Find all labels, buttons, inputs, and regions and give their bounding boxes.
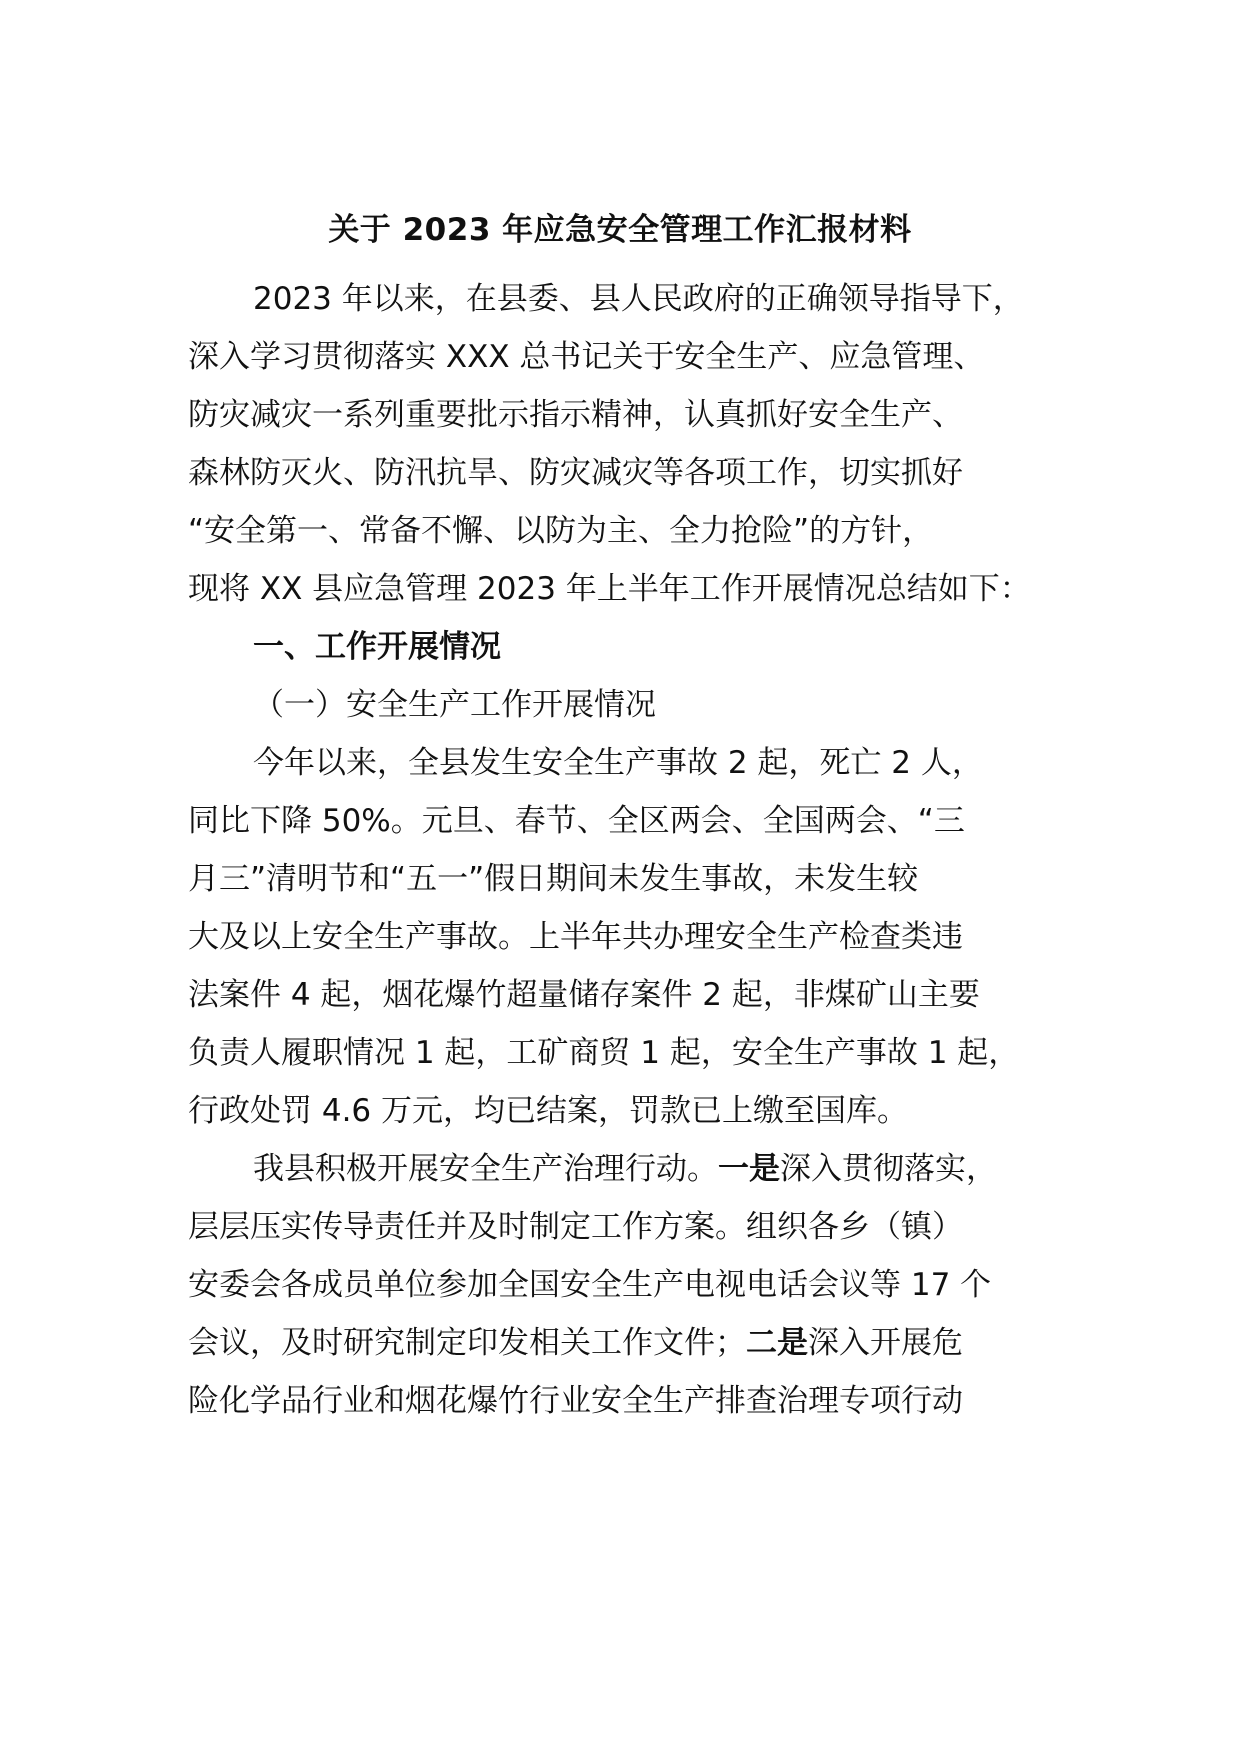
paragraph-3-text: 会议，及时研究制定印发相关工作文件； xyxy=(188,1325,746,1361)
paragraph-1-line-1: 2023 年以来，在县委、县人民政府的正确领导指导下， xyxy=(253,281,1024,317)
paragraph-2-line-3: 月三”清明节和“五一”假日期间未发生事故，未发生较 xyxy=(188,861,919,897)
subsection-heading: （一）安全生产工作开展情况 xyxy=(253,687,656,723)
paragraph-1-line-3: 防灾减灾一系列重要批示指示精神，认真抓好安全生产、 xyxy=(188,397,963,433)
paragraph-3-text: 深入开展危 xyxy=(808,1325,963,1361)
emphasis-second: 二是 xyxy=(746,1325,808,1361)
paragraph-1-line-6: 现将 XX 县应急管理 2023 年上半年工作开展情况总结如下： xyxy=(188,571,1031,607)
paragraph-3-line-5: 险化学品行业和烟花爆竹行业安全生产排查治理专项行动 xyxy=(188,1383,963,1419)
paragraph-3-text: 深入贯彻落实， xyxy=(780,1151,997,1187)
paragraph-3-text: 我县积极开展安全生产治理行动。 xyxy=(253,1151,718,1187)
paragraph-2-line-6: 负责人履职情况 1 起，工矿商贸 1 起，安全生产事故 1 起， xyxy=(188,1035,1020,1071)
paragraph-1-line-2: 深入学习贯彻落实 XXX 总书记关于安全生产、应急管理、 xyxy=(188,339,985,375)
paragraph-2-line-4: 大及以上安全生产事故。上半年共办理安全生产检查类违 xyxy=(188,919,963,955)
paragraph-3-line-1 xyxy=(253,1145,997,1193)
paragraph-2-line-5: 法案件 4 起，烟花爆竹超量储存案件 2 起，非煤矿山主要 xyxy=(188,977,980,1013)
paragraph-2-line-7: 行政处罚 4.6 万元，均已结案，罚款已上缴至国库。 xyxy=(188,1093,909,1129)
paragraph-2-line-2: 同比下降 50%。元旦、春节、全区两会、全国两会、“三 xyxy=(188,803,965,839)
section-heading: 一、工作开展情况 xyxy=(253,629,501,665)
paragraph-2-line-1: 今年以来，全县发生安全生产事故 2 起，死亡 2 人， xyxy=(253,745,983,781)
paragraph-1-line-4: 森林防灭火、防汛抗旱、防灾减灾等各项工作，切实抓好 xyxy=(188,455,963,491)
paragraph-1-line-5: “安全第一、常备不懈、以防为主、全力抢险”的方针， xyxy=(188,513,934,549)
paragraph-3-line-4 xyxy=(188,1319,963,1367)
emphasis-first: 一是 xyxy=(718,1151,780,1187)
paragraph-3-line-2: 层层压实传导责任并及时制定工作方案。组织各乡（镇） xyxy=(188,1209,963,1245)
document-title: 关于 2023 年应急安全管理工作汇报材料 xyxy=(328,212,912,248)
paragraph-3-line-3: 安委会各成员单位参加全国安全生产电视电话会议等 17 个 xyxy=(188,1267,992,1303)
